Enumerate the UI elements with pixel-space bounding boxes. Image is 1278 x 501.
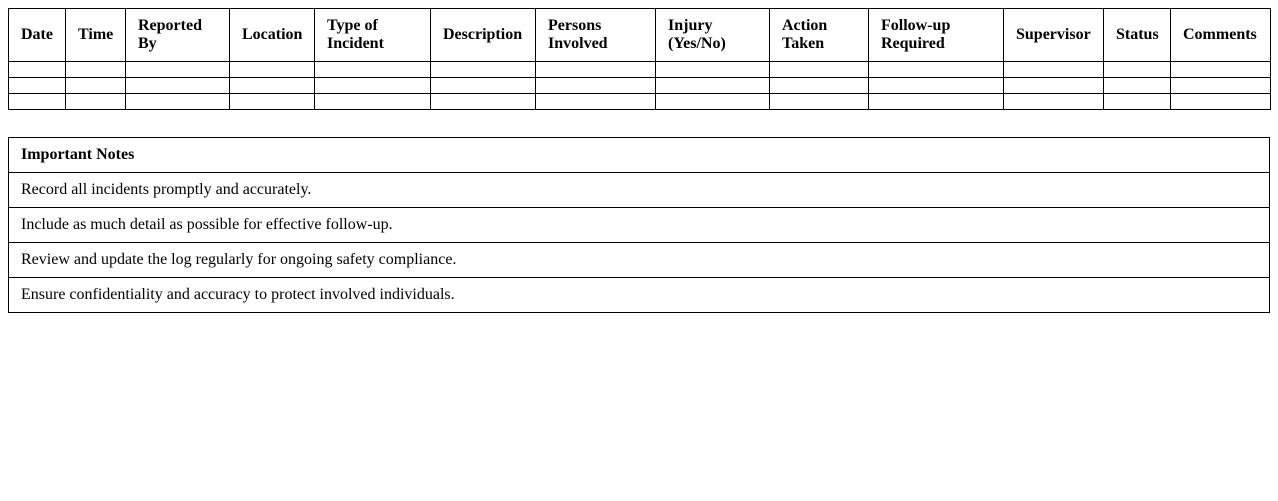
table-cell[interactable] — [770, 94, 869, 110]
table-row — [9, 94, 1271, 110]
table-cell[interactable] — [1004, 94, 1104, 110]
note-item: Review and update the log regularly for ongoing safety compliance. — [9, 243, 1270, 278]
column-header-location: Location — [230, 9, 315, 62]
table-cell[interactable] — [431, 94, 536, 110]
incident-log-table — [8, 8, 1271, 110]
table-cell[interactable] — [656, 78, 770, 94]
table-cell[interactable] — [126, 78, 230, 94]
table-cell[interactable] — [1104, 94, 1171, 110]
table-cell[interactable] — [315, 94, 431, 110]
table-cell[interactable] — [869, 78, 1004, 94]
table-cell[interactable] — [1171, 94, 1271, 110]
column-header-type-of-incident: Type of Incident — [315, 9, 431, 62]
header-row — [9, 9, 1271, 62]
table-cell[interactable] — [536, 62, 656, 78]
table-cell[interactable] — [1104, 78, 1171, 94]
table-cell[interactable] — [656, 94, 770, 110]
incident-log-body — [9, 62, 1271, 110]
table-cell[interactable] — [1171, 62, 1271, 78]
table-cell[interactable] — [126, 94, 230, 110]
table-cell[interactable] — [9, 78, 66, 94]
table-cell[interactable] — [66, 78, 126, 94]
table-cell[interactable] — [770, 62, 869, 78]
table-cell[interactable] — [431, 62, 536, 78]
table-cell[interactable] — [315, 78, 431, 94]
column-header-comments: Comments — [1171, 9, 1271, 62]
table-cell[interactable] — [9, 94, 66, 110]
table-cell[interactable] — [1004, 62, 1104, 78]
column-header-persons-involved: Persons Involved — [536, 9, 656, 62]
table-cell[interactable] — [230, 78, 315, 94]
table-cell[interactable] — [66, 94, 126, 110]
column-header-status: Status — [1104, 9, 1171, 62]
column-header-description: Description — [431, 9, 536, 62]
important-notes-table — [8, 137, 1270, 313]
column-header-action-taken: Action Taken — [770, 9, 869, 62]
table-row — [9, 62, 1271, 78]
table-cell[interactable] — [1004, 78, 1104, 94]
table-cell[interactable] — [315, 62, 431, 78]
note-row — [9, 208, 1270, 243]
column-header-injury: Injury (Yes/No) — [656, 9, 770, 62]
note-item: Ensure confidentiality and accuracy to protect involved individuals. — [9, 278, 1270, 313]
table-cell[interactable] — [230, 62, 315, 78]
table-cell[interactable] — [126, 62, 230, 78]
table-cell[interactable] — [656, 62, 770, 78]
column-header-follow-up-required: Follow-up Required — [869, 9, 1004, 62]
table-cell[interactable] — [1104, 62, 1171, 78]
table-cell[interactable] — [66, 62, 126, 78]
table-cell[interactable] — [230, 94, 315, 110]
table-cell[interactable] — [770, 78, 869, 94]
note-item: Record all incidents promptly and accurately. — [9, 173, 1270, 208]
column-header-reported-by: Reported By — [126, 9, 230, 62]
table-cell[interactable] — [536, 78, 656, 94]
column-header-time: Time — [66, 9, 126, 62]
table-cell[interactable] — [869, 94, 1004, 110]
table-cell[interactable] — [869, 62, 1004, 78]
note-row — [9, 173, 1270, 208]
table-cell[interactable] — [431, 78, 536, 94]
table-row — [9, 78, 1271, 94]
note-item: Include as much detail as possible for effective follow-up. — [9, 208, 1270, 243]
table-cell[interactable] — [9, 62, 66, 78]
table-cell[interactable] — [1171, 78, 1271, 94]
notes-heading: Important Notes — [9, 138, 1270, 173]
note-row — [9, 278, 1270, 313]
table-cell[interactable] — [536, 94, 656, 110]
note-row — [9, 243, 1270, 278]
notes-heading-row — [9, 138, 1270, 173]
column-header-supervisor: Supervisor — [1004, 9, 1104, 62]
column-header-date: Date — [9, 9, 66, 62]
